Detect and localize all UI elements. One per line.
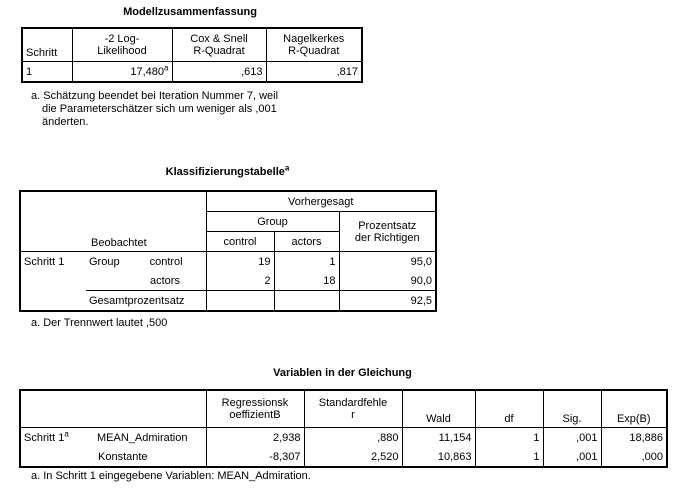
- model-summary-footnote: a. Schätzung beendet bei Iteration Nummer 7, weil die Parameterschätzer sich um weniger als ,001 änderten.: [31, 90, 279, 128]
- cell-konstante-se: 2,520: [304, 447, 402, 467]
- variables-table: [19, 389, 668, 468]
- cell-cox-snell: ,613: [172, 62, 266, 83]
- header-cox-snell: Cox & Snell R-Quadrat: [172, 28, 266, 62]
- classification-footnote: a. Der Trennwert lautet ,500: [31, 317, 168, 329]
- row-actors-label: actors: [86, 271, 206, 291]
- model-summary-table: [21, 27, 363, 83]
- cell-actors-pct: 90,0: [339, 271, 436, 291]
- row-schritt-spacer: [20, 271, 86, 291]
- cell-loglik: 17,480$^a$: [72, 62, 172, 83]
- header-control: control: [206, 232, 274, 252]
- header-sig: Sig.: [543, 390, 601, 428]
- cell-control-control: 19: [206, 252, 274, 272]
- cell-admiration-exp: 18,886: [601, 428, 667, 448]
- cell-konstante-sig: ,001: [543, 447, 601, 467]
- header-group: Group: [206, 212, 339, 232]
- row-total-spacer: [20, 291, 86, 312]
- cell-admiration-wald: 11,154: [402, 428, 475, 448]
- header-beobachtet: Beobachtet: [20, 191, 206, 252]
- header-regression: Regressionsk oeffizientB: [206, 390, 304, 428]
- header-exp-b: Exp(B): [601, 390, 667, 428]
- cell-total-pct: 92,5: [339, 291, 436, 312]
- model-summary-title: Modellzusammenfassung: [123, 6, 257, 18]
- header-schritt: Schritt: [22, 28, 72, 62]
- row-schritt-1: Schritt 1: [20, 252, 86, 272]
- cell-konstante-b: -8,307: [206, 447, 304, 467]
- cell-nagelkerke: ,817: [266, 62, 362, 83]
- cell-control-pct: 95,0: [339, 252, 436, 272]
- header-vorhergesagt: Vorhergesagt: [206, 191, 436, 212]
- variables-title: Variablen in der Gleichung: [273, 367, 412, 379]
- cell-total-actors: [274, 291, 339, 312]
- header-wald: Wald: [402, 390, 475, 428]
- row-total-label: Gesamtprozentsatz: [86, 291, 206, 312]
- header-standard-error: Standardfehle r: [304, 390, 402, 428]
- header-prozentsatz: Prozentsatz der Richtigen: [339, 212, 436, 252]
- header-empty: [20, 390, 206, 428]
- header-nagelkerke: Nagelkerkes R-Quadrat: [266, 28, 362, 62]
- header-loglik: -2 Log- Likelihood: [72, 28, 172, 62]
- cell-control-actors: 1: [274, 252, 339, 272]
- cell-actors-control: 2: [206, 271, 274, 291]
- cell-total-control: [206, 291, 274, 312]
- row-group-control: Group control: [89, 255, 183, 268]
- header-actors: actors: [274, 232, 339, 252]
- cell-admiration-sig: ,001: [543, 428, 601, 448]
- cell-actors-actors: 18: [274, 271, 339, 291]
- classification-table: [19, 190, 437, 312]
- variables-footnote: a. In Schritt 1 eingegebene Variablen: MEAN_Admiration.: [31, 470, 311, 482]
- cell-admiration-se: ,880: [304, 428, 402, 448]
- cell-admiration-df: 1: [475, 428, 543, 448]
- row-konstante: Konstante: [20, 447, 206, 467]
- row-schritt: 1: [22, 62, 72, 83]
- cell-konstante-wald: 10,863: [402, 447, 475, 467]
- cell-konstante-exp: ,000: [601, 447, 667, 467]
- cell-admiration-b: 2,938: [206, 428, 304, 448]
- header-df: df: [475, 390, 543, 428]
- cell-konstante-df: 1: [475, 447, 543, 467]
- classification-title: Klassifizierungstabelle$^a$: [165, 163, 290, 178]
- row-mean-admiration: Schritt 1$^a$ MEAN_Admiration: [20, 428, 206, 448]
